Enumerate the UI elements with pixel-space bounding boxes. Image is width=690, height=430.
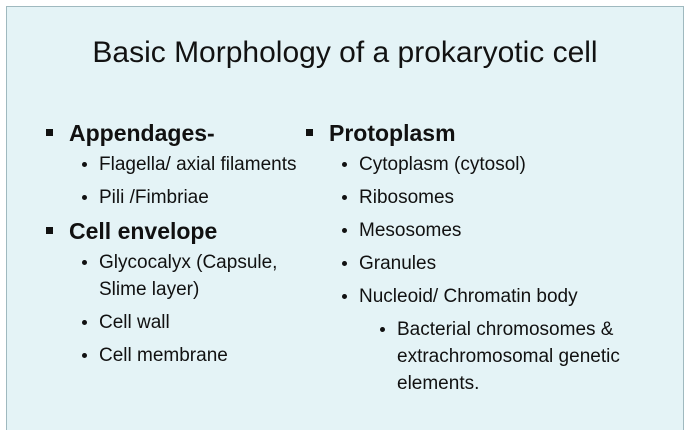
item-text: Ribosomes <box>359 187 455 208</box>
list-item <box>45 151 325 178</box>
dot-bullet-icon <box>82 162 87 167</box>
slide <box>6 6 684 430</box>
list-item <box>45 309 325 336</box>
slide-title: Basic Morphology of a prokaryotic cell <box>92 36 598 69</box>
dot-bullet-icon <box>342 294 347 299</box>
dot-bullet-icon <box>342 162 347 167</box>
list-item <box>305 151 665 178</box>
item-text: Cell wall <box>99 312 170 333</box>
appendages-list <box>45 119 325 369</box>
dot-bullet-icon <box>380 327 385 332</box>
square-bullet-icon <box>306 129 313 136</box>
list-item <box>45 184 325 211</box>
dot-bullet-icon <box>342 195 347 200</box>
dot-bullet-icon <box>342 228 347 233</box>
protoplasm-list <box>305 119 665 397</box>
item-text: Flagella/ axial filaments <box>99 154 297 175</box>
item-text: Pili /Fimbriae <box>99 187 209 208</box>
item-text: Nucleoid/ Chromatin body <box>359 286 578 307</box>
heading-text: Appendages- <box>69 120 215 146</box>
dot-bullet-icon <box>82 353 87 358</box>
square-bullet-icon <box>46 227 53 234</box>
item-text: Cell membrane <box>99 345 228 366</box>
list-item <box>305 184 665 211</box>
dot-bullet-icon <box>82 260 87 265</box>
list-item <box>305 217 665 244</box>
heading-text: Cell envelope <box>69 218 218 244</box>
list-item <box>45 342 325 369</box>
list-item <box>45 249 325 303</box>
item-text: Bacterial chromosomes & extrachromosomal genetic elements. <box>397 319 620 394</box>
item-text: Granules <box>359 253 437 274</box>
item-text: Mesosomes <box>359 220 462 241</box>
item-text: Glycocalyx (Capsule, Slime layer) <box>99 252 278 300</box>
item-text: Cytoplasm (cytosol) <box>359 154 526 175</box>
section-heading-cell-envelope <box>45 217 325 245</box>
left-column <box>45 119 325 375</box>
sub-list-item <box>305 316 665 397</box>
dot-bullet-icon <box>342 261 347 266</box>
section-heading-appendages <box>45 119 325 147</box>
section-heading-protoplasm <box>305 119 665 147</box>
right-column <box>305 119 665 403</box>
dot-bullet-icon <box>82 195 87 200</box>
list-item <box>305 283 665 310</box>
heading-text: Protoplasm <box>329 120 456 146</box>
dot-bullet-icon <box>82 320 87 325</box>
list-item <box>305 250 665 277</box>
square-bullet-icon <box>46 129 53 136</box>
